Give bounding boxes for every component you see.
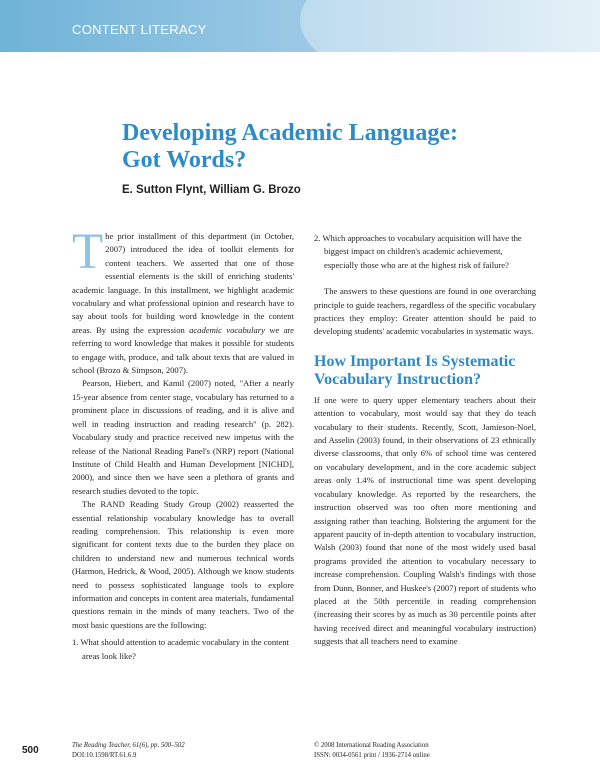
question-1: 1. What should attention to academic vocabulary in the content areas look like? [72,637,290,661]
paragraph-1-italic-term: academic vocabulary [189,324,265,335]
paragraph-3: The RAND Reading Study Group (2002) reasserted the essential relationship vocabulary knowledge has to overall reading comprehension. This relationship is even more significant for content texts due to the burden they place on children to understand new and numerous technical words (Harmon, Hedrick, & Wood, 2005). Although we know students need to possess sophisticated language tools to explore information and concepts in content area materials, fundamental questions remain in the minds of many teachers. Two of the most basic questions are the following: [72,499,294,630]
drop-cap: T [72,224,104,280]
article-authors: E. Sutton Flynt, William G. Brozo [122,184,301,196]
journal-citation: The Reading Teacher, 61(6), pp. 500–502 [72,742,185,749]
left-column [72,224,294,663]
section-body: If one were to query upper elementary teachers about their attention to vocabulary, most would say that they do teach vocabulary to their students. Recently, Scott, Jamieson-Noel, and Asselin (2003) found, in their observations of 23 ethnically diverse classrooms, that only 6% of school time was centered on vocabulary development, and in the core academic subject areas only 1.4% of instructional time was spent developing vocabulary knowledge. As reported by the researchers, the instruction observed was too often more mentioning and assigning rather than teaching. Bolstering the argument for the apparent paucity of in-depth attention to vocabulary instruction, Walsh (2003) found that none of the most widely used basal programs provided the attention to vocabulary necessary to increase comprehension. Coupling Walsh's findings with those from Dunn, Bonner, and Huskee's (2007) report of students who placed at the 50th percentile in reading comprehension (increasing their scores by as much as 30 percentile points after having received direct and meaningful vocabulary instruction) suggests that all teachers need to examine [314,394,536,647]
title-line-1: Developing Academic Language: [122,120,458,146]
footer-citation [72,741,185,761]
footer-copyright [314,741,430,761]
header-decorative-arc [300,0,600,52]
doi: DOI:10.1598/RT.61.6.9 [72,752,137,759]
copyright: © 2008 International Reading Association [314,742,429,749]
article-title [122,120,542,174]
issn: ISSN: 0034-0561 print / 1936-2714 online [314,752,430,759]
section-heading: How Important Is Systematic Vocabulary Instruction? [314,352,516,388]
paragraph-1-intro: he prior installment of this department (in October, 2007) introduced the idea of toolkit elements for content teachers. We asserted that one of those essential elements is the skill of enriching students' academic language. In this installment, we highlight academic vocabulary and what professional opinion and research have to say about tools for building word knowledge in the content areas. By using the expression [72,231,294,335]
right-column [314,232,536,649]
department-header-band [0,0,600,52]
title-line-2: Got Words? [122,147,247,173]
paragraph-2: Pearson, Hiebert, and Kamil (2007) noted, "After a nearly 15-year absence from center stage, vocabulary has returned to a prominent place in discussions of reading, and it is alive and well in reading instruction and reading research" (p. 282). Vocabulary study and practice received new impetus with the release of the National Reading Panel's (NRP) report (National Institute of Child Health and Human Development [NICHD], 2000), and since then we have seen a plethora of grants and research studies devoted to the topic. [72,378,294,496]
answer-paragraph: The answers to these questions are found in one overarching principle to guide teachers, regardless of the specific vocabulary practices they employ: Greater attention should be paid to developing students' academic vocabularies in systematic ways. [314,286,536,337]
paragraph-1 [72,224,294,377]
page-number: 500 [22,745,39,756]
question-2: 2. Which approaches to vocabulary acquisition will have the biggest impact on children's academic achievement, especially those who are at the highest risk of failure? [314,233,522,270]
department-label: CONTENT LITERACY [72,22,207,37]
paragraph-1-rest: we are referring to word knowledge that makes it possible for students to engage with, produce, and talk about texts that are valued in school (Brozo & Simpson, 2007). [72,324,294,376]
